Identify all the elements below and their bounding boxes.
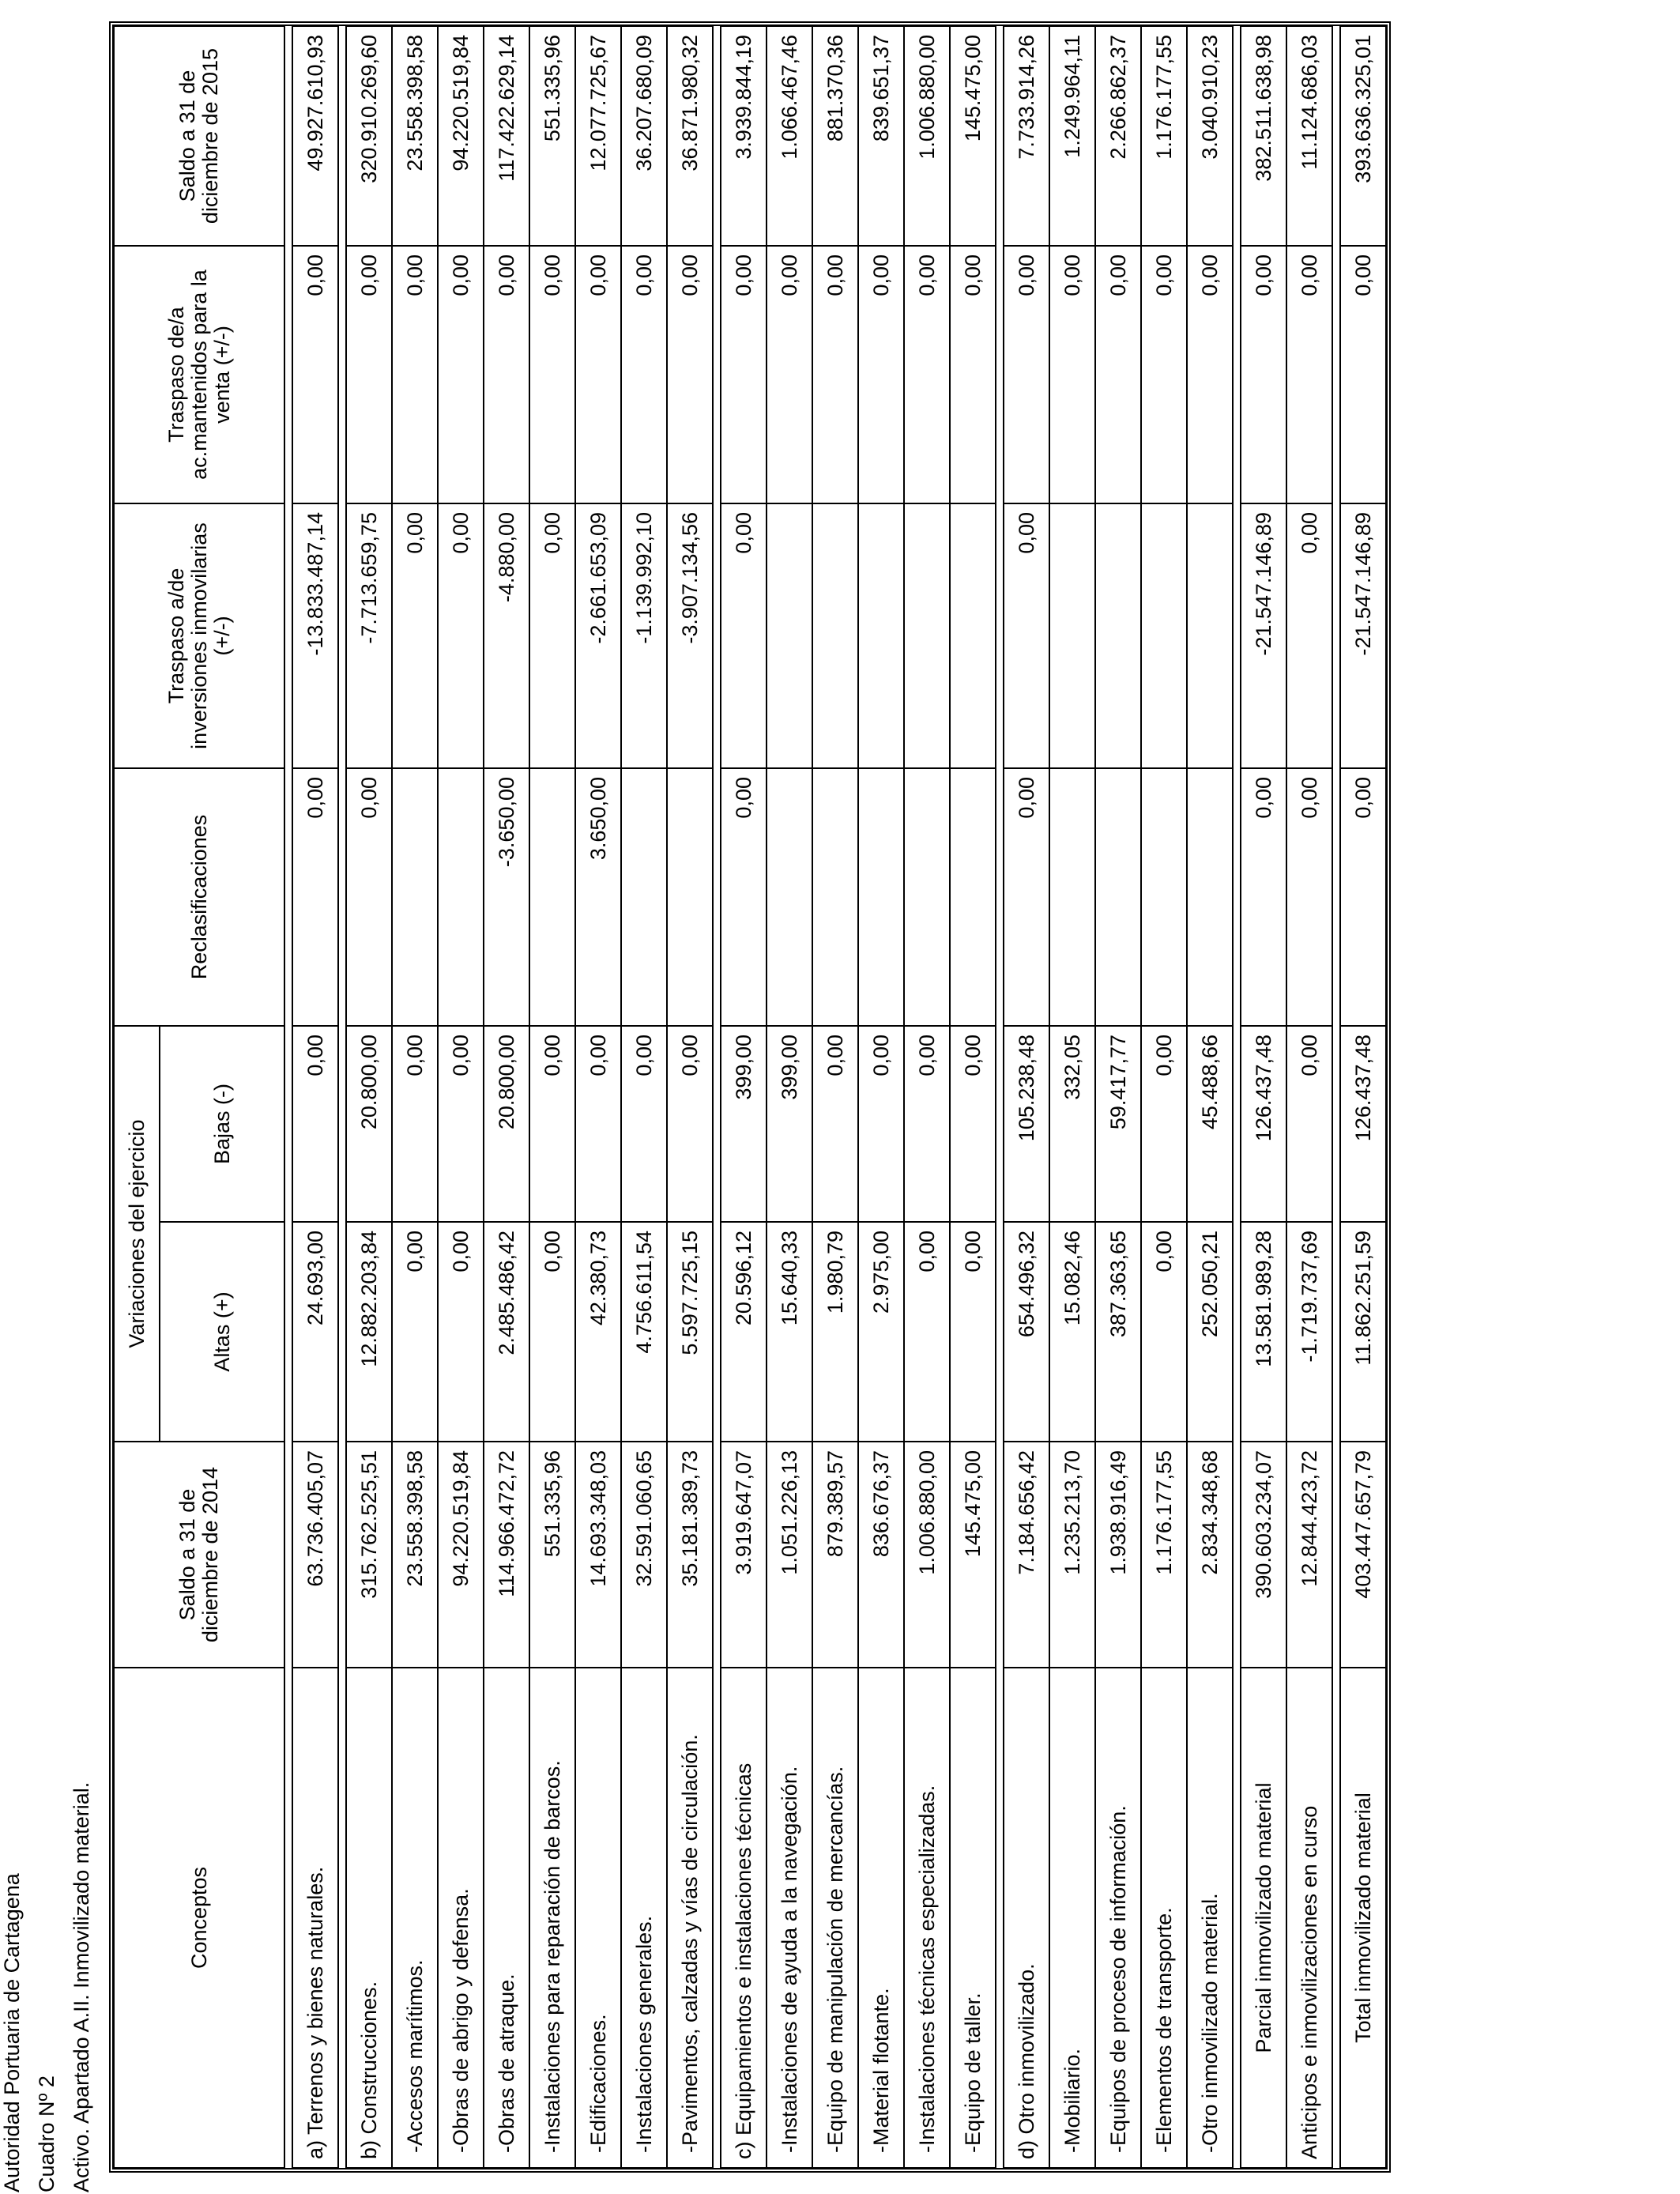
value-cell-tinv: -2.661.653,09 xyxy=(575,503,621,768)
col-header-saldo-2015: Saldo a 31 de diciembre de 2015 xyxy=(114,26,284,246)
value-cell-bajas: 399,00 xyxy=(767,1026,812,1222)
value-cell-tinv xyxy=(1049,503,1095,768)
value-cell-s2014: 114.966.472,72 xyxy=(484,1442,529,1668)
separator-cell xyxy=(996,26,1004,2168)
concept-cell: -Elementos de transporte. xyxy=(1141,1668,1187,2168)
value-cell-s2015: 1.249.964,11 xyxy=(1049,26,1095,246)
value-cell-tinv: -21.547.146,89 xyxy=(1241,503,1286,768)
concept-cell: Parcial inmovilizado material xyxy=(1241,1668,1286,2168)
col-header-altas: Altas (+) xyxy=(160,1222,284,1442)
value-cell-reclas xyxy=(1095,768,1141,1026)
value-cell-s2015: 49.927.610,93 xyxy=(292,26,338,246)
value-cell-altas: 42.380,73 xyxy=(575,1222,621,1442)
value-cell-reclas: 0,00 xyxy=(292,768,338,1026)
group-row xyxy=(346,26,392,2168)
value-cell-s2014: 23.558.398,58 xyxy=(392,1442,438,1668)
value-cell-bajas: 332,05 xyxy=(1049,1026,1095,1222)
value-cell-reclas xyxy=(767,768,812,1026)
value-cell-reclas xyxy=(812,768,858,1026)
value-cell-tinv xyxy=(1141,503,1187,768)
item-row xyxy=(392,26,438,2168)
value-cell-reclas xyxy=(1187,768,1233,1026)
value-cell-bajas: 0,00 xyxy=(667,1026,713,1222)
value-cell-s2015: 1.176.177,55 xyxy=(1141,26,1187,246)
value-cell-tinv xyxy=(812,503,858,768)
col-header-reclasificaciones: Reclasificaciones xyxy=(114,768,284,1026)
value-cell-s2015: 12.077.725,67 xyxy=(575,26,621,246)
value-cell-reclas xyxy=(438,768,484,1026)
value-cell-s2014: 1.938.916,49 xyxy=(1095,1442,1141,1668)
item-row xyxy=(904,26,950,2168)
value-cell-s2014: 1.051.226,13 xyxy=(767,1442,812,1668)
value-cell-tventa: 0,00 xyxy=(1241,246,1286,503)
value-cell-s2015: 94.220.519,84 xyxy=(438,26,484,246)
value-cell-tinv: 0,00 xyxy=(438,503,484,768)
value-cell-bajas: 0,00 xyxy=(1286,1026,1332,1222)
value-cell-tventa: 0,00 xyxy=(1286,246,1332,503)
item-row xyxy=(575,26,621,2168)
value-cell-s2014: 14.693.348,03 xyxy=(575,1442,621,1668)
value-cell-bajas: 0,00 xyxy=(621,1026,667,1222)
concept-cell: -Material flotante. xyxy=(858,1668,904,2168)
value-cell-tventa: 0,00 xyxy=(1340,246,1386,503)
value-cell-bajas: 105.238,48 xyxy=(1004,1026,1049,1222)
value-cell-bajas: 45.488,66 xyxy=(1187,1026,1233,1222)
value-cell-tventa: 0,00 xyxy=(1049,246,1095,503)
item-row xyxy=(1049,26,1095,2168)
concept-cell: -Instalaciones para reparación de barcos. xyxy=(529,1668,575,2168)
value-cell-s2014: 12.844.423,72 xyxy=(1286,1442,1332,1668)
value-cell-altas: 5.597.725,15 xyxy=(667,1222,713,1442)
value-cell-s2015: 881.370,36 xyxy=(812,26,858,246)
separator-cell xyxy=(1233,26,1241,2168)
item-row xyxy=(1187,26,1233,2168)
value-cell-s2014: 94.220.519,84 xyxy=(438,1442,484,1668)
value-cell-s2014: 315.762.525,51 xyxy=(346,1442,392,1668)
value-cell-tventa: 0,00 xyxy=(484,246,529,503)
value-cell-bajas: 399,00 xyxy=(721,1026,767,1222)
value-cell-tinv: 0,00 xyxy=(1004,503,1049,768)
anticipos-row xyxy=(1286,26,1332,2168)
value-cell-s2015: 1.006.880,00 xyxy=(904,26,950,246)
value-cell-bajas: 126.437,48 xyxy=(1241,1026,1286,1222)
value-cell-altas: 15.640,33 xyxy=(767,1222,812,1442)
concept-cell: -Otro inmovilizado material. xyxy=(1187,1668,1233,2168)
value-cell-tinv: -1.139.992,10 xyxy=(621,503,667,768)
item-row xyxy=(1095,26,1141,2168)
value-cell-s2015: 7.733.914,26 xyxy=(1004,26,1049,246)
value-cell-s2015: 551.335,96 xyxy=(529,26,575,246)
concept-cell: -Obras de abrigo y defensa. xyxy=(438,1668,484,2168)
value-cell-tinv xyxy=(1187,503,1233,768)
item-row xyxy=(858,26,904,2168)
value-cell-bajas: 59.417,77 xyxy=(1095,1026,1141,1222)
separator-cell xyxy=(713,26,721,2168)
value-cell-s2015: 3.939.844,19 xyxy=(721,26,767,246)
value-cell-tventa: 0,00 xyxy=(1187,246,1233,503)
value-cell-bajas: 0,00 xyxy=(1141,1026,1187,1222)
value-cell-altas: 15.082,46 xyxy=(1049,1222,1095,1442)
value-cell-s2014: 390.603.234,07 xyxy=(1241,1442,1286,1668)
value-cell-tinv: -3.907.134,56 xyxy=(667,503,713,768)
concept-cell: -Mobiliario. xyxy=(1049,1668,1095,2168)
concept-cell: -Accesos marítimos. xyxy=(392,1668,438,2168)
value-cell-tinv xyxy=(904,503,950,768)
value-cell-altas: 387.363,65 xyxy=(1095,1222,1141,1442)
concept-cell: -Instalaciones generales. xyxy=(621,1668,667,2168)
item-row xyxy=(621,26,667,2168)
col-header-traspaso-inversiones: Traspaso a/de inversiones inmovilarias (+/-) xyxy=(114,503,284,768)
concept-cell: Anticipos e inmovilizaciones en curso xyxy=(1286,1668,1332,2168)
value-cell-s2015: 382.511.638,98 xyxy=(1241,26,1286,246)
concept-cell: Total inmovilizado material xyxy=(1340,1668,1386,2168)
value-cell-tventa: 0,00 xyxy=(1095,246,1141,503)
row-separator xyxy=(284,26,292,2168)
value-cell-tventa: 0,00 xyxy=(767,246,812,503)
concept-cell: -Obras de atraque. xyxy=(484,1668,529,2168)
value-cell-bajas: 0,00 xyxy=(438,1026,484,1222)
item-row xyxy=(438,26,484,2168)
value-cell-tventa: 0,00 xyxy=(812,246,858,503)
concept-cell: a) Terrenos y bienes naturales. xyxy=(292,1668,338,2168)
row-separator xyxy=(996,26,1004,2168)
group-row xyxy=(1004,26,1049,2168)
value-cell-reclas: -3.650,00 xyxy=(484,768,529,1026)
value-cell-tventa: 0,00 xyxy=(529,246,575,503)
authority-name: Autoridad Portuaria de Cartagena xyxy=(0,1873,24,2192)
value-cell-s2014: 879.389,57 xyxy=(812,1442,858,1668)
concept-cell: -Equipo de manipulación de mercancías. xyxy=(812,1668,858,2168)
value-cell-altas: 11.862.251,59 xyxy=(1340,1222,1386,1442)
value-cell-s2015: 393.636.325,01 xyxy=(1340,26,1386,246)
value-cell-s2015: 1.066.467,46 xyxy=(767,26,812,246)
value-cell-s2015: 117.422.629,14 xyxy=(484,26,529,246)
row-separator xyxy=(713,26,721,2168)
value-cell-altas: 12.882.203,84 xyxy=(346,1222,392,1442)
value-cell-tventa: 0,00 xyxy=(1004,246,1049,503)
col-header-bajas: Bajas (-) xyxy=(160,1026,284,1222)
separator-cell xyxy=(338,26,346,2168)
total-row xyxy=(1340,26,1386,2168)
group-row xyxy=(721,26,767,2168)
value-cell-s2014: 2.834.348,68 xyxy=(1187,1442,1233,1668)
value-cell-tventa: 0,00 xyxy=(904,246,950,503)
value-cell-s2014: 1.006.880,00 xyxy=(904,1442,950,1668)
table-subtitle: Activo. Apartado A.II. Inmovilizado material. xyxy=(70,1781,93,2192)
concept-cell: -Pavimentos, calzadas y vías de circulación. xyxy=(667,1668,713,2168)
concept-cell: -Instalaciones técnicas especializadas. xyxy=(904,1668,950,2168)
row-separator xyxy=(1332,26,1340,2168)
value-cell-tinv: 0,00 xyxy=(529,503,575,768)
value-cell-s2015: 23.558.398,58 xyxy=(392,26,438,246)
value-cell-tventa: 0,00 xyxy=(950,246,996,503)
value-cell-s2014: 1.176.177,55 xyxy=(1141,1442,1187,1668)
concept-cell: d) Otro inmovilizado. xyxy=(1004,1668,1049,2168)
value-cell-s2015: 3.040.910,23 xyxy=(1187,26,1233,246)
value-cell-altas: 0,00 xyxy=(529,1222,575,1442)
value-cell-altas: 0,00 xyxy=(950,1222,996,1442)
value-cell-tventa: 0,00 xyxy=(346,246,392,503)
row-separator xyxy=(1233,26,1241,2168)
value-cell-altas: 0,00 xyxy=(904,1222,950,1442)
value-cell-reclas xyxy=(1049,768,1095,1026)
value-cell-tventa: 0,00 xyxy=(292,246,338,503)
group-row xyxy=(292,26,338,2168)
value-cell-tventa: 0,00 xyxy=(392,246,438,503)
value-cell-reclas xyxy=(858,768,904,1026)
value-cell-s2015: 36.207.680,09 xyxy=(621,26,667,246)
item-row xyxy=(484,26,529,2168)
value-cell-tinv xyxy=(767,503,812,768)
value-cell-tinv: 0,00 xyxy=(721,503,767,768)
fixed-assets-table xyxy=(109,21,1391,2173)
value-cell-bajas: 0,00 xyxy=(904,1026,950,1222)
concept-cell: -Equipos de proceso de información. xyxy=(1095,1668,1141,2168)
value-cell-altas: -1.719.737,69 xyxy=(1286,1222,1332,1442)
value-cell-s2015: 2.266.862,37 xyxy=(1095,26,1141,246)
value-cell-reclas: 0,00 xyxy=(721,768,767,1026)
value-cell-altas: 13.581.989,28 xyxy=(1241,1222,1286,1442)
value-cell-reclas: 0,00 xyxy=(1340,768,1386,1026)
value-cell-s2015: 11.124.686,03 xyxy=(1286,26,1332,246)
value-cell-s2014: 1.235.213,70 xyxy=(1049,1442,1095,1668)
value-cell-reclas xyxy=(950,768,996,1026)
value-cell-reclas xyxy=(621,768,667,1026)
value-cell-tinv: 0,00 xyxy=(392,503,438,768)
value-cell-tinv xyxy=(858,503,904,768)
table-number: Cuadro Nº 2 xyxy=(35,2075,58,2192)
concept-cell: c) Equipamientos e instalaciones técnicas xyxy=(721,1668,767,2168)
value-cell-bajas: 0,00 xyxy=(858,1026,904,1222)
value-cell-altas: 0,00 xyxy=(1141,1222,1187,1442)
value-cell-s2014: 836.676,37 xyxy=(858,1442,904,1668)
value-cell-bajas: 20.800,00 xyxy=(346,1026,392,1222)
value-cell-s2015: 839.651,37 xyxy=(858,26,904,246)
item-row xyxy=(667,26,713,2168)
value-cell-bajas: 20.800,00 xyxy=(484,1026,529,1222)
value-cell-bajas: 0,00 xyxy=(292,1026,338,1222)
value-cell-reclas xyxy=(904,768,950,1026)
value-cell-s2014: 3.919.647,07 xyxy=(721,1442,767,1668)
value-cell-tinv: -13.833.487,14 xyxy=(292,503,338,768)
value-cell-altas: 2.975,00 xyxy=(858,1222,904,1442)
value-cell-altas: 2.485.486,42 xyxy=(484,1222,529,1442)
value-cell-s2014: 35.181.389,73 xyxy=(667,1442,713,1668)
value-cell-reclas xyxy=(667,768,713,1026)
value-cell-bajas: 0,00 xyxy=(812,1026,858,1222)
value-cell-s2014: 63.736.405,07 xyxy=(292,1442,338,1668)
value-cell-tventa: 0,00 xyxy=(667,246,713,503)
item-row xyxy=(767,26,812,2168)
value-cell-tventa: 0,00 xyxy=(858,246,904,503)
value-cell-bajas: 0,00 xyxy=(529,1026,575,1222)
value-cell-s2015: 145.475,00 xyxy=(950,26,996,246)
value-cell-tinv: -21.547.146,89 xyxy=(1340,503,1386,768)
value-cell-tinv: 0,00 xyxy=(1286,503,1332,768)
value-cell-tinv xyxy=(1095,503,1141,768)
value-cell-reclas xyxy=(392,768,438,1026)
col-header-traspaso-venta: Traspaso de/a ac.mantenidos para la venta (+/-) xyxy=(114,246,284,503)
value-cell-tinv xyxy=(950,503,996,768)
value-cell-reclas: 3.650,00 xyxy=(575,768,621,1026)
value-cell-s2014: 403.447.657,79 xyxy=(1340,1442,1386,1668)
concept-cell: -Equipo de taller. xyxy=(950,1668,996,2168)
value-cell-reclas: 0,00 xyxy=(1286,768,1332,1026)
concept-cell: b) Construcciones. xyxy=(346,1668,392,2168)
value-cell-reclas xyxy=(1141,768,1187,1026)
item-row xyxy=(812,26,858,2168)
concept-cell: -Edificaciones. xyxy=(575,1668,621,2168)
value-cell-altas: 20.596,12 xyxy=(721,1222,767,1442)
separator-cell xyxy=(1332,26,1340,2168)
value-cell-reclas xyxy=(529,768,575,1026)
value-cell-reclas: 0,00 xyxy=(346,768,392,1026)
value-cell-bajas: 0,00 xyxy=(950,1026,996,1222)
value-cell-s2015: 320.910.269,60 xyxy=(346,26,392,246)
item-row xyxy=(1141,26,1187,2168)
value-cell-altas: 1.980,79 xyxy=(812,1222,858,1442)
value-cell-tventa: 0,00 xyxy=(438,246,484,503)
value-cell-tventa: 0,00 xyxy=(575,246,621,503)
value-cell-altas: 0,00 xyxy=(438,1222,484,1442)
value-cell-s2014: 7.184.656,42 xyxy=(1004,1442,1049,1668)
value-cell-altas: 4.756.611,54 xyxy=(621,1222,667,1442)
parcial-row xyxy=(1241,26,1286,2168)
separator-cell xyxy=(284,26,292,2168)
value-cell-bajas: 0,00 xyxy=(392,1026,438,1222)
value-cell-tinv: -4.880,00 xyxy=(484,503,529,768)
value-cell-altas: 0,00 xyxy=(392,1222,438,1442)
item-row xyxy=(529,26,575,2168)
value-cell-reclas: 0,00 xyxy=(1241,768,1286,1026)
value-cell-tventa: 0,00 xyxy=(721,246,767,503)
col-header-variaciones: Variaciones del ejercicio xyxy=(114,1026,160,1442)
value-cell-tventa: 0,00 xyxy=(1141,246,1187,503)
value-cell-s2014: 32.591.060,65 xyxy=(621,1442,667,1668)
value-cell-bajas: 0,00 xyxy=(575,1026,621,1222)
value-cell-s2015: 36.871.980,32 xyxy=(667,26,713,246)
col-header-saldo-2014: Saldo a 31 de diciembre de 2014 xyxy=(114,1442,284,1668)
table-body xyxy=(284,26,1386,2168)
concept-cell: -Instalaciones de ayuda a la navegación. xyxy=(767,1668,812,2168)
value-cell-altas: 24.693,00 xyxy=(292,1222,338,1442)
value-cell-altas: 654.496,32 xyxy=(1004,1222,1049,1442)
value-cell-tventa: 0,00 xyxy=(621,246,667,503)
value-cell-altas: 252.050,21 xyxy=(1187,1222,1233,1442)
value-cell-tinv: -7.713.659,75 xyxy=(346,503,392,768)
row-separator xyxy=(338,26,346,2168)
value-cell-bajas: 126.437,48 xyxy=(1340,1026,1386,1222)
value-cell-reclas: 0,00 xyxy=(1004,768,1049,1026)
col-header-conceptos: Conceptos xyxy=(114,1668,284,2168)
item-row xyxy=(950,26,996,2168)
value-cell-s2014: 551.335,96 xyxy=(529,1442,575,1668)
value-cell-s2014: 145.475,00 xyxy=(950,1442,996,1668)
